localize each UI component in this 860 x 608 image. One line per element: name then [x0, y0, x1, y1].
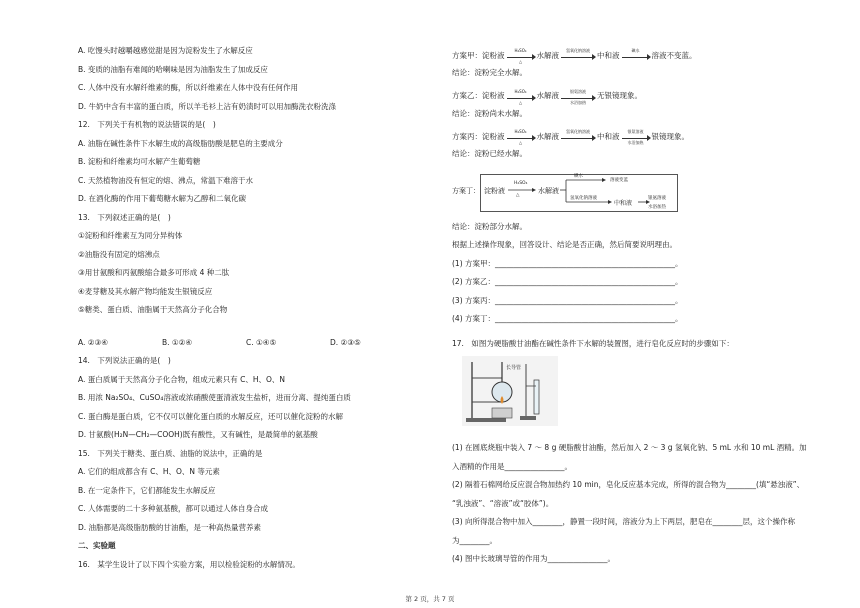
- conclusion: 结论：淀粉部分水解。: [452, 221, 527, 231]
- text-line: B. 在一定条件下，它们都能发生水解反应: [78, 485, 216, 495]
- text-line: A. 它们的组成都含有 C、H、O、N 等元素: [78, 467, 220, 476]
- reagent: 水解液: [536, 50, 559, 60]
- question-16: 16. 某学生设计了以下四个实验方案，用以检验淀粉的水解情况。: [78, 559, 300, 569]
- option-c: C. ①④⑤: [246, 337, 277, 347]
- answer-line: (4) 方案丁：________________________________________________。: [452, 314, 683, 323]
- reagent: 水解液: [536, 131, 559, 141]
- question-14: 14. 下列说法正确的是( ): [78, 356, 171, 365]
- result: 无银镜现象。: [597, 91, 642, 100]
- scheme-label: 方案乙：: [452, 91, 482, 100]
- text-line: ②油脂没有固定的熔沸点: [78, 249, 160, 259]
- reagent: 中和液: [597, 50, 620, 60]
- text-line: B. 淀粉和纤维素均可水解产生葡萄糖: [78, 157, 201, 166]
- text-line: 入酒精的作用是________________。: [452, 461, 572, 471]
- option-d: D. ②③⑤: [330, 337, 361, 347]
- conclusion: 结论：淀粉尚未水解。: [452, 108, 527, 118]
- scheme-label: 方案丙：: [452, 131, 482, 141]
- text-line: (4) 图中长玻璃导管的作用为________________。: [452, 554, 616, 563]
- reagent: 水解液: [538, 186, 559, 195]
- scheme-label: 方案甲：: [452, 50, 482, 60]
- text-line: A. 蛋白质属于天然高分子化合物，组成元素只有 C、H、O、N: [78, 374, 286, 384]
- reaction-arrow: 氢氧化钠溶液: [561, 48, 595, 62]
- text-line: D. 牛奶中含有丰富的蛋白质，所以羊毛衫上沾有奶渍时可以用加酶洗衣粉洗涤: [78, 101, 337, 111]
- answer-line: (2) 方案乙：________________________________________________。: [452, 277, 683, 286]
- text-line: (1) 在圆底烧瓶中装入 7 ～ 8 g 硬脂酸甘油酯，然后加入 2 ～ 3 g 氢氧化钠、5 mL 水和 10 mL 酒精。加: [452, 443, 807, 452]
- text-line: C. 人体中没有水解纤维素的酶，所以纤维素在人体中没有任何作用: [78, 83, 299, 92]
- question-15: 15. 下列关于糖类、蛋白质、油脂的说法中，正确的是: [78, 448, 263, 458]
- reagent: 淀粉液: [484, 186, 505, 195]
- scheme-label: 方案丁：: [452, 186, 480, 195]
- result: 银镜现象。: [651, 131, 689, 141]
- conclusion: 结论：淀粉已经水解。: [452, 149, 527, 158]
- answer-line: (1) 方案甲：________________________________________________。: [452, 258, 683, 268]
- question-13: 13. 下列叙述正确的是( ): [78, 212, 171, 222]
- text-line: ③用甘氨酸和丙氨酸缩合最多可形成 4 种二肽: [78, 268, 230, 277]
- text-line: (2) 隔着石棉网给反应混合物加热约 10 min，皂化反应基本完成，所得的混合物为________(填“悬浊液”、: [452, 480, 805, 489]
- question-17: 17. 如图为硬脂酸甘油酯在碱性条件下水解的装置图，进行皂化反应时的步骤如下：: [452, 338, 734, 348]
- reaction-arrow: 银氨溶液 水浴加热: [561, 89, 595, 103]
- page-footer: 第 2 页，共 7 页: [405, 595, 455, 603]
- result: 溶液不变蓝。: [651, 50, 697, 60]
- text-line: 为________。: [452, 535, 497, 545]
- text-line: “乳浊液”、“溶液”或“胶体”)。: [452, 498, 554, 508]
- reagent: 淀粉液: [482, 131, 505, 141]
- scheme-yi: [452, 87, 832, 105]
- text-line: ④麦芽糖及其水解产物均能发生银镜反应: [78, 286, 213, 296]
- text-line: C. 天然植物油没有恒定的熔、沸点，常温下难溶于水: [78, 175, 254, 185]
- text-line: (3) 向所得混合物中加入________，静置一段时间，溶液分为上下两层，肥皂在________层，这个操作称: [452, 517, 796, 526]
- reagent: 淀粉液: [482, 50, 505, 60]
- text-line: A. 吃馒头时越嚼越感觉甜是因为淀粉发生了水解反应: [78, 46, 253, 55]
- text-line: C. 蛋白酶是蛋白质，它不仅可以催化蛋白质的水解反应，还可以催化淀粉的水解: [78, 411, 344, 421]
- text-line: ⑤糖类、蛋白质、油脂属于天然高分子化合物: [78, 305, 228, 314]
- reaction-arrow: 碘水: [622, 48, 650, 62]
- reaction-arrow: 银氨溶液 水浴加热: [622, 129, 650, 143]
- question-12: 12. 下列关于有机物的说法错误的是( ): [78, 120, 216, 129]
- text-line: D. 在酒化酶的作用下葡萄糖水解为乙醇和二氧化碳: [78, 194, 247, 203]
- reagent: 淀粉液: [482, 91, 505, 100]
- text-line: D. 油脂都是高级脂肪酸的甘油酯，是一种高热量营养素: [78, 522, 262, 532]
- reagent: 中和液: [614, 199, 633, 207]
- q13-options: [78, 338, 458, 348]
- reaction-arrow: H₂SO₄ △: [507, 48, 535, 62]
- option-a: A. ②③④: [78, 337, 108, 347]
- option-b: B. ①②④: [162, 337, 193, 347]
- conclusion: 结论：淀粉完全水解。: [452, 68, 527, 77]
- apparatus-label: 长导管: [506, 365, 522, 371]
- saponification-apparatus-figure: [462, 356, 558, 426]
- text-line: C. 人体需要的二十多种氨基酸，都可以通过人体自身合成: [78, 504, 269, 513]
- left-column: [78, 46, 458, 578]
- instruction: 根据上述操作现象，回答设计、结论是否正确，然后简要说明理由。: [452, 240, 677, 249]
- answer-line: (3) 方案丙：________________________________________________。: [452, 295, 683, 305]
- text-line: B. 变质的油脂有难闻的哈喇味是因为油脂发生了加成反应: [78, 64, 268, 74]
- text-line: ①淀粉和纤维素互为同分异构体: [78, 231, 183, 240]
- scheme-bing: [452, 127, 832, 145]
- scheme-jia: [452, 46, 832, 64]
- text-line: D. 甘氨酸(H₂N—CH₂—COOH)既有酸性，又有碱性，是最简单的氨基酸: [78, 430, 318, 439]
- reagent: 水解液: [536, 91, 559, 100]
- reaction-arrow: 氢氧化钠溶液: [561, 129, 595, 143]
- reagent: 中和液: [597, 131, 620, 141]
- text-line: B. 用浓 Na₂SO₄、CuSO₄溶液或浓硝酸使蛋清液发生盐析，进而分离、提纯蛋白质: [78, 393, 351, 402]
- reaction-arrow: H₂SO₄ △: [507, 89, 535, 103]
- scheme-ding: 方案丁： 淀粉液 H₂SO₄ △ 水解液 碘水 溶液变蓝 氢氧化钠溶液 中和液 银氨溶液 水浴加热: [452, 168, 832, 216]
- right-column: [452, 46, 832, 573]
- section-heading: 二、实验题: [78, 541, 116, 550]
- text-line: A. 油脂在碱性条件下水解生成的高级脂肪酸是肥皂的主要成分: [78, 138, 283, 148]
- reaction-arrow: H₂SO₄ △: [507, 129, 535, 143]
